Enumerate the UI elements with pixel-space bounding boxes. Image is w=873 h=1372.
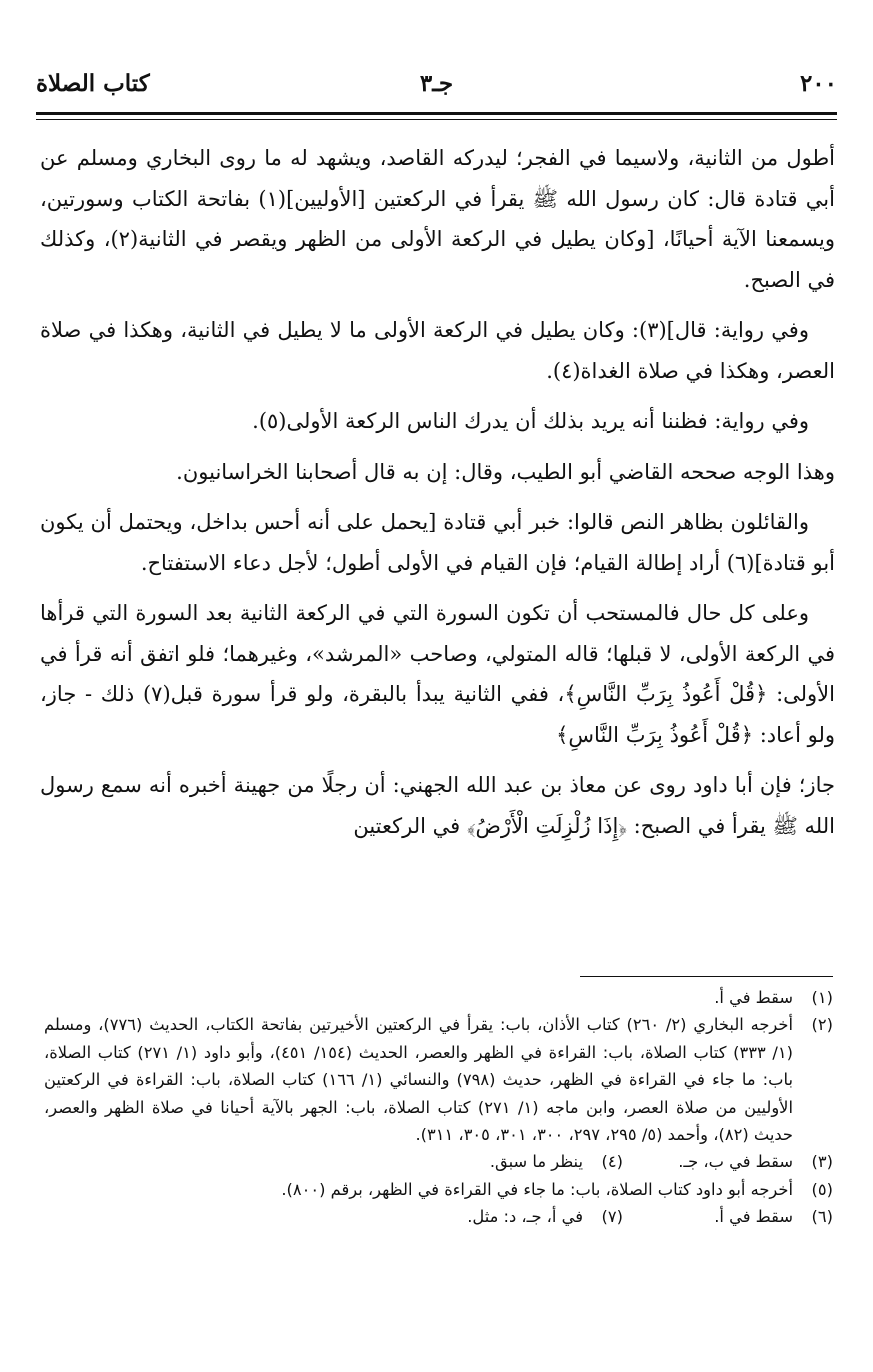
volume-label: جـ٣ (419, 70, 454, 97)
footnote (623, 1148, 833, 1175)
footnote-text: أخرجه البخاري (٢/ ٢٦٠) كتاب الأذان، باب: يقرأ في الركعتين الأخيرتين بفاتحة الكتاب، الحديث (٧٧٦)، ومسلم (١/ ٣٣٣) كتاب الصلاة، باب: القراءة في الظهر والعصر، الحديث (١٥٤/ ٤٥١)، وأبو داود (١/ ٢٧١) كتاب الصلاة، باب: ما جاء في القراءة في الظهر، حديث (٧٩٨) والنسائي (١/ ١٦٦) كتاب الصلاة، باب: القراءة في الركعتين الأوليين من صلاة العصر، وابن ماجه (١/ ٢٧١) كتاب الصلاة، باب: الجهر بالآية أحيانا في صلاة الظهر والعصر، حديث (٨٢)، وأحمد (٥/ ٢٩٥، ٢٩٧، ٣٠٠، ٣٠١، ٣٠٥، ٣١١). (44, 1015, 793, 1145)
header-rule-thick (36, 112, 837, 115)
footnote-number: (٥) (811, 1179, 833, 1199)
footnote (44, 1176, 833, 1203)
paragraph: أطول من الثانية، ولاسيما في الفجر؛ ليدركه القاصد، ويشهد له ما روى البخاري ومسلم عن أبي قتادة قال: كان رسول الله ﷺ يقرأ في الركعتين [الأوليين](١) بفاتحة الكتاب وسورتين، ويسمعنا الآية أحيانًا، [وكان يطيل في الركعة الأولى من الظهر ويقصر في الثانية(٢)، وكذلك في الصبح. (40, 146, 835, 292)
footnotes (44, 984, 833, 1231)
footnote-text: سقط في أ. (714, 988, 793, 1007)
footnote-text: سقط في أ. (714, 1207, 793, 1227)
footnote (44, 1011, 833, 1148)
paragraph: والقائلون بظاهر النص قالوا: خبر أبي قتادة [يحمل على أنه أحس بداخل، ويحتمل أن يكون أبو قتادة](٦) أراد إطالة القيام؛ فإن القيام في الأولى أطول؛ لأجل دعاء الاستفتاح. (40, 510, 835, 575)
footnote (44, 984, 833, 1011)
header-rule-thin (36, 119, 837, 120)
footnote (490, 1148, 623, 1175)
paragraph: جاز؛ فإن أبا داود روى عن معاذ بن عبد الله الجهني: أن رجلًا من جهينة أخبره أنه سمع رسول الله ﷺ يقرأ في الصبح: ﴿إِذَا زُلْزِلَتِ الْأَرْضُ﴾ في الركعتين (40, 773, 835, 838)
footnote-text: ينظر ما سبق. (489, 1152, 583, 1172)
paragraph: وعلى كل حال فالمستحب أن تكون السورة التي في الركعة الثانية بعد السورة التي قرأها في الركعة الأولى، لا قبلها؛ قاله المتولي، وصاحب «المرشد»، وغيرهما؛ فلو اتفق أنه قرأ في الأولى: ﴿قُلْ أَعُوذُ بِرَبِّ النَّاسِ﴾، ففي الثانية يبدأ بالبقرة، ولو قرأ سورة قبل(٧) ذلك - جاز، ولو أعاد: ﴿قُلْ أَعُوذُ بِرَبِّ النَّاسِ﴾ (40, 601, 835, 747)
footnote-number: (١) (811, 988, 833, 1007)
footnote-number: (٦) (811, 1207, 833, 1227)
footnote-number: (٧) (601, 1207, 623, 1227)
page-header (36, 66, 837, 106)
footnote-number: (٣) (811, 1152, 833, 1172)
footnote-text: سقط في ب، جـ. (678, 1152, 793, 1172)
footnote (623, 1203, 833, 1230)
footnote-pair (44, 1203, 833, 1230)
main-text (40, 138, 835, 846)
footnote-number: (٢) (811, 1015, 833, 1035)
footnote-text: في أ، جـ، د: مثل. (467, 1207, 583, 1227)
paragraph: وفي رواية: قال](٣): وكان يطيل في الركعة الأولى ما لا يطيل في الثانية، وهكذا في صلاة العصر، وهكذا في صلاة الغداة(٤). (40, 318, 835, 383)
footnote (467, 1203, 623, 1230)
paragraph: وفي رواية: فظننا أنه يريد بذلك أن يدرك الناس الركعة الأولى(٥). (252, 409, 809, 433)
page-number: ٢٠٠ (799, 70, 837, 97)
footnote-separator (580, 976, 833, 977)
paragraph: وهذا الوجه صححه القاضي أبو الطيب، وقال: إن به قال أصحابنا الخراسانيون. (176, 459, 835, 484)
footnote-text: أخرجه أبو داود كتاب الصلاة، باب: ما جاء في القراءة في الظهر، برقم (٨٠٠). (281, 1179, 793, 1199)
footnote-number: (٤) (601, 1152, 623, 1172)
book-title: كتاب الصلاة (36, 70, 150, 97)
footnote-pair (44, 1148, 833, 1175)
